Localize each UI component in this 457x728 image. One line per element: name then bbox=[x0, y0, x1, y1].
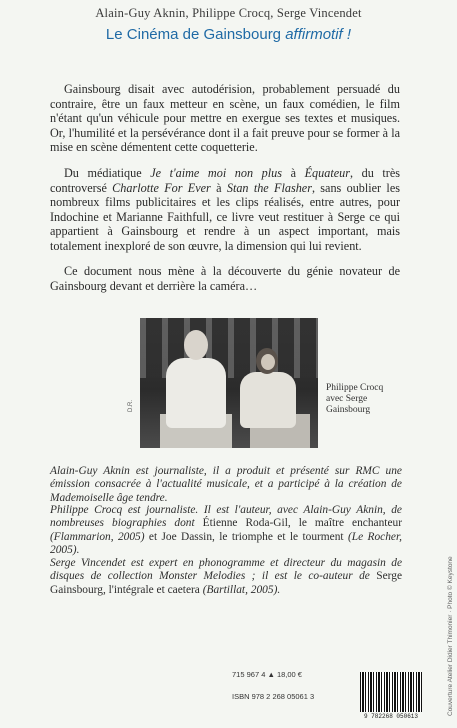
p2-film-2: Équateur bbox=[304, 166, 350, 180]
photo-credit: D.R. bbox=[128, 400, 134, 412]
authors-line: Alain-Guy Aknin, Philippe Crocq, Serge Vincendet bbox=[95, 6, 362, 20]
photo-figure-2-body bbox=[240, 372, 296, 428]
barcode-graphic bbox=[360, 672, 422, 712]
barcode-digits: 9 782268 050613 bbox=[363, 713, 418, 720]
title-italic: affirmotif ! bbox=[285, 26, 352, 43]
isbn-line: ISBN 978 2 268 05061 3 bbox=[232, 692, 315, 701]
bio-crocq-e: (Le Rocher, 2005). bbox=[50, 530, 402, 557]
book-title bbox=[0, 26, 457, 43]
paragraph-1 bbox=[50, 82, 400, 155]
p2-part-d: à bbox=[210, 180, 227, 195]
price-line: 715 967 4 ▲ 18,00 € bbox=[232, 670, 302, 679]
p2-film-3: Charlotte For Ever bbox=[112, 180, 211, 195]
photo-figure-body bbox=[166, 358, 226, 428]
bio-crocq-b: Étienne Roda-Gil, le maître enchanteur bbox=[194, 517, 402, 530]
paragraph-2 bbox=[50, 166, 400, 254]
bio-vincendet-a: Serge Vincendet est expert en phonogramme et directeur du magasin de disques de collection Monster Melodies ; il est le co-auteur de bbox=[50, 557, 402, 583]
p2-part-a: Du médiatique bbox=[64, 166, 151, 180]
p2-film-4: Stan the Flasher bbox=[226, 180, 312, 195]
paragraph-3 bbox=[50, 264, 400, 293]
p2-film-1: Je t'aime moi non plus bbox=[150, 166, 282, 180]
cover-credit: Couverture Atelier Didier Thimonier · Photo © Keystone bbox=[447, 556, 454, 716]
bio-crocq-c: (Flammarion, 2005) bbox=[50, 530, 145, 543]
p2-part-e: , sans oublier les nombreux films publicitaires et les clips réalisés, entre autres, pour Indochine et Marianne Faithfull, ce livre veut restituer à Serge ce qui appartient à Gainsbourg et rendre à un aspect important, mais totalement inexploré de son œuvre, la dimension qui lui revient. bbox=[50, 180, 400, 253]
paragraph-1-text: Gainsbourg disait avec autodérision, probablement persuadé du contraire, être un faux metteur en scène, un faux comédien, le film n'étant qu'un véhicule pour mettre en exergue ses textes et musiques. Or, l'humilité et la persévérance dont il a fait preuve pour se former à la mise en scène démentent cette coquetterie. bbox=[50, 82, 400, 155]
bio-aknin bbox=[50, 465, 402, 505]
title-main: Le Cinéma de Gainsbourg bbox=[105, 26, 286, 43]
p2-part-b: à bbox=[282, 166, 305, 180]
p2-part-c: , du très controversé bbox=[50, 166, 400, 195]
photo-figure-head bbox=[184, 330, 208, 360]
paragraph-3-text: Ce document nous mène à la découverte du génie novateur de Gainsbourg devant et derrière la caméra… bbox=[50, 264, 400, 293]
bio-vincendet-b: Serge Gainsbourg, l'intégrale et caetera bbox=[50, 570, 402, 596]
bio-crocq bbox=[50, 504, 402, 558]
bio-vincendet-c: (Bartillat, 2005). bbox=[202, 583, 281, 596]
photo bbox=[140, 318, 318, 448]
bio-crocq-a: Philippe Crocq est journaliste. Il est l'auteur, avec Alain-Guy Aknin, de nombreuses biographies dont bbox=[50, 504, 402, 530]
photo-caption: Philippe Crocq avec Serge Gainsbourg bbox=[326, 383, 384, 415]
bio-vincendet bbox=[50, 557, 402, 597]
barcode-area bbox=[232, 670, 422, 722]
bio-aknin-text: Alain-Guy Aknin est journaliste, il a produit et présenté sur RMC une émission consacrée à l'actualité musicale, et a participé à la création de Mademoiselle âge tendre. bbox=[50, 465, 402, 504]
photo-figure-2-face bbox=[261, 354, 275, 370]
bio-crocq-d: et Joe Dassin, le triomphe et le tourment bbox=[144, 530, 348, 543]
